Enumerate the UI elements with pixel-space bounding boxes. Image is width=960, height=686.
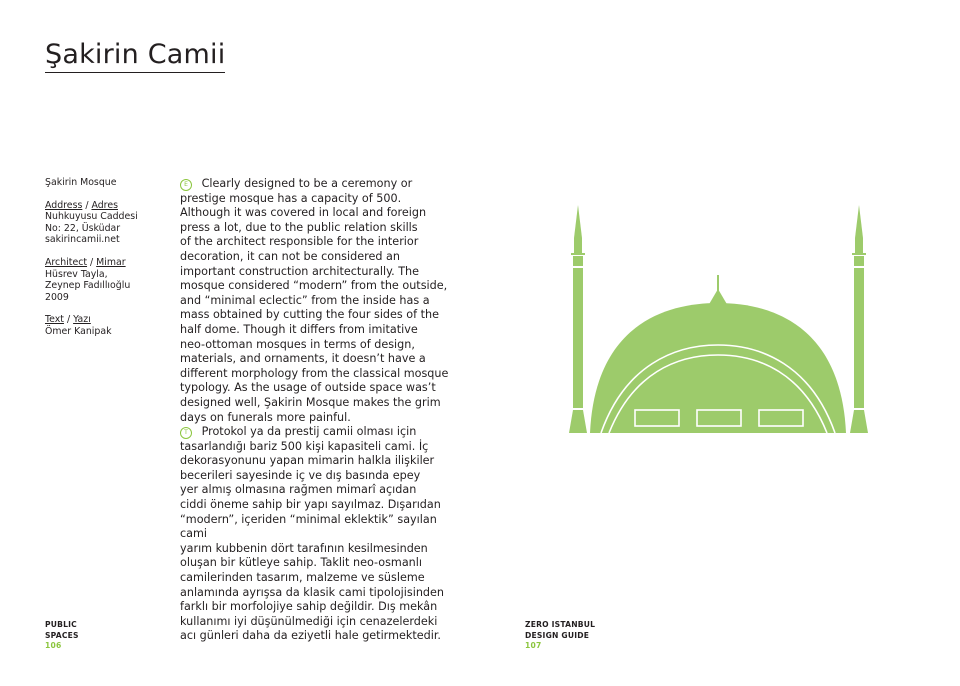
text-line: yer almış olmasına rağmen mimarî açıdan [180, 483, 417, 497]
dome [590, 303, 846, 433]
right-minaret-upper [855, 238, 863, 253]
text-line: anlamında ayrışsa da klasik cami tipolojisinden [180, 585, 444, 599]
text-line: ciddi öneme sahip bir yapı sayılmaz. Dışarıdan [180, 498, 441, 512]
architect-line: Hüsrev Tayla, [45, 268, 108, 280]
text-line: Clearly designed to be a ceremony or [201, 177, 413, 190]
left-minaret-base [569, 410, 587, 433]
label-separator: / [87, 256, 97, 268]
text-author-block [45, 314, 165, 337]
address-label-tr: Adres [91, 199, 118, 211]
text-line: kullanımı iyi düşünülmediği için cenazelerdeki [180, 614, 438, 628]
architect-label-en: Architect [45, 256, 88, 268]
text-line: mosque considered “modern” from the outside, [180, 279, 448, 293]
mosque-name: Şakirin Mosque [45, 177, 117, 188]
english-marker-icon: E [180, 179, 192, 191]
author-line: Ömer Kanipak [45, 325, 112, 337]
text-line: “modern”, içeriden “minimal eklektik” sayılan cami [180, 512, 437, 541]
label-separator: / [82, 199, 92, 211]
address-line: No: 22, Üsküdar [45, 222, 121, 234]
mosque-illustration-icon [565, 205, 875, 435]
text-line: neo-ottoman mosques in terms of design, [180, 337, 415, 351]
page-title: Şakirin Camii [45, 38, 225, 73]
text-line: materials, and ornaments, it doesn’t have a [180, 352, 426, 366]
text-line: of the architect responsible for the interior [180, 235, 419, 249]
text-line: press a lot, due to the public relation skills [180, 220, 418, 234]
body-text [180, 177, 450, 644]
left-minaret-shaft [573, 268, 583, 408]
text-line: oluşan bir kütleye sahip. Taklit neo-osmanlı [180, 556, 422, 570]
architect-block [45, 257, 165, 303]
address-line: Nuhkuyusu Caddesi [45, 211, 138, 223]
text-line: yarım kubbenin dört tarafının kesilmesinden [180, 541, 428, 555]
dome-finial [717, 275, 719, 291]
section-line-1: PUBLIC [45, 620, 77, 629]
left-minaret-upper [574, 238, 582, 253]
info-sidebar [45, 177, 165, 349]
text-line: mass obtained by cutting the four sides of the [180, 308, 439, 322]
text-line: tasarlandığı bariz 500 kişi kapasiteli cami. İç [180, 439, 429, 453]
text-line: dekorasyonunu yapan mimarin halkla ilişkiler [180, 454, 435, 468]
architect-label [45, 257, 165, 269]
year: 2009 [45, 291, 69, 303]
address-block [45, 200, 165, 246]
right-minaret-spire [855, 205, 863, 238]
text-line: prestige mosque has a capacity of 500. [180, 191, 402, 205]
text-line: Although it was covered in local and foreign [180, 206, 427, 220]
text-label-tr: Yazı [73, 314, 91, 326]
address-label-en: Address [45, 199, 83, 211]
text-label-en: Text [45, 314, 64, 326]
guide-line-1: ZERO ISTANBUL [525, 620, 596, 629]
architect-label-tr: Mimar [96, 256, 126, 268]
text-line: half dome. Though it differs from imitative [180, 322, 418, 336]
left-minaret-balcony [571, 253, 585, 255]
footer-right [525, 620, 595, 652]
text-line: and “minimal eclectic” from the inside has a [180, 293, 430, 307]
website-link[interactable]: sakirincamii.net [45, 234, 120, 246]
text-line: becerileri sayesinde iç ve dış basında epey [180, 468, 421, 482]
label-separator: / [63, 314, 74, 326]
turkish-paragraph [180, 425, 450, 644]
left-minaret-spire [574, 205, 582, 238]
right-minaret-gallery [854, 256, 864, 266]
text-line: acı günleri daha da eziyetli hale getirmektedir. [180, 629, 441, 643]
section-line-2: SPACES [45, 630, 79, 640]
footer-left [45, 620, 79, 652]
address-label [45, 200, 165, 212]
text-line: Protokol ya da prestij camii olması için [201, 425, 417, 439]
guide-line-2: DESIGN GUIDE [525, 630, 590, 640]
text-line: different morphology from the classical mosque [180, 366, 449, 380]
text-line: important construction architecturally. The [180, 264, 420, 278]
right-minaret-base [850, 410, 868, 433]
right-minaret-shaft [854, 268, 864, 408]
text-line: decoration, it can not be considered an [180, 249, 400, 263]
turkish-marker-icon: T [180, 427, 192, 439]
text-line: camilerinden tasarım, malzeme ve süsleme [180, 571, 425, 585]
text-line: days on funerals more painful. [180, 410, 351, 424]
text-line: typology. As the usage of outside space was’t [180, 381, 436, 395]
english-paragraph [180, 177, 450, 425]
text-line: farklı bir morfolojiye sahip değildir. Dış mekân [180, 600, 438, 614]
left-minaret-gallery [573, 256, 583, 266]
architect-line: Zeynep Fadıllıoğlu [45, 280, 131, 292]
page-number-right: 107 [525, 641, 542, 650]
text-label [45, 314, 165, 326]
text-line: designed well, Şakirin Mosque makes the grim [180, 395, 441, 409]
right-minaret-balcony [852, 253, 866, 255]
page-number-left: 106 [45, 641, 62, 650]
